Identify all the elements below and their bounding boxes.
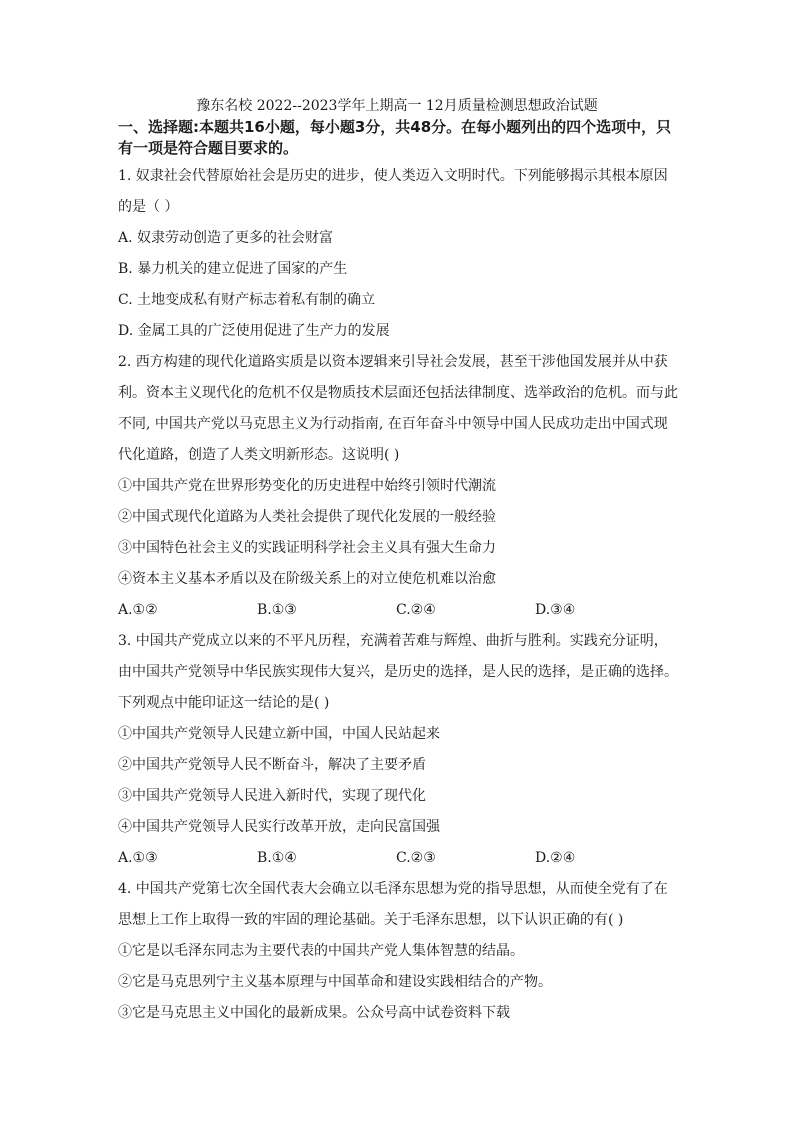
q2-option-d: D.③④ (535, 602, 576, 618)
q3-option-b: B.①④ (257, 850, 297, 866)
q3-statement-3: ③中国共产党领导人民进入新时代，实现了现代化 (118, 788, 426, 804)
q3-stem-line-1: 3. 中国共产党成立以来的不平凡历程，充满着苦难与辉煌、曲折与胜利。实践充分证明， (118, 633, 668, 649)
q3-option-a: A.①③ (118, 850, 158, 866)
q1-option-a: A. 奴隶劳动创造了更多的社会财富 (118, 230, 334, 246)
q2-statement-3: ③中国特色社会主义的实践证明科学社会主义具有强大生命力 (118, 540, 496, 556)
q2-stem-line-1: 2. 西方构建的现代化道路实质是以资本逻辑来引导社会发展，甚至干涉他国发展并从中获 (118, 354, 668, 370)
q3-statement-2: ②中国共产党领导人民不断奋斗，解决了主要矛盾 (118, 757, 426, 773)
q3-stem-line-2: 由中国共产党领导中华民族实现伟大复兴，是历史的选择，是人民的选择，是正确的选择。 (118, 664, 678, 680)
q2-statement-1: ①中国共产党在世界形势变化的历史进程中始终引领时代潮流 (118, 478, 496, 494)
q1-stem-line-2: 的是（ ） (118, 199, 179, 215)
section-heading: 一、选择题:本题共16小题，每小题3分，共48分。在每小题列出的四个选项中，只有一项是符合题目要求的。 (118, 118, 672, 157)
exam-title: 豫东名校 2022--2023学年上期高一 12月质量检测思想政治试题 (196, 98, 598, 114)
q3-statement-4: ④中国共产党领导人民实行改革开放，走向民富国强 (118, 819, 440, 835)
q3-stem-line-3: 下列观点中能印证这一结论的是( ) (118, 695, 330, 711)
q2-stem-line-4: 代化道路，创造了人类文明新形态。这说明( ) (118, 447, 400, 463)
q2-option-a: A.①② (118, 602, 158, 618)
q4-stem-line-1: 4. 中国共产党第七次全国代表大会确立以毛泽东思想为党的指导思想，从而使全党有了在 (118, 881, 668, 897)
q1-stem-line-1: 1. 奴隶社会代替原始社会是历史的进步，使人类迈入文明时代。下列能够揭示其根本原因 (118, 168, 668, 184)
q3-option-d: D.②④ (535, 850, 576, 866)
q1-option-b: B. 暴力机关的建立促进了国家的产生 (118, 261, 348, 277)
q3-option-c: C.②③ (396, 850, 436, 866)
q3-statement-1: ①中国共产党领导人民建立新中国，中国人民站起来 (118, 726, 440, 742)
q2-statement-2: ②中国式现代化道路为人类社会提供了现代化发展的一般经验 (118, 509, 496, 525)
q1-option-c: C. 土地变成私有财产标志着私有制的确立 (118, 292, 376, 308)
q2-option-c: C.②④ (396, 602, 436, 618)
q2-stem-line-2: 利。资本主义现代化的危机不仅是物质技术层面还包括法律制度、选举政治的危机。而与此 (118, 385, 678, 401)
q2-option-b: B.①③ (257, 602, 297, 618)
q4-statement-3: ③它是马克思主义中国化的最新成果。公众号高中试卷资料下载 (118, 1005, 510, 1021)
q4-stem-line-2: 思想上工作上取得一致的牢固的理论基础。关于毛泽东思想，以下认识正确的有( ) (118, 912, 624, 928)
q2-statement-4: ④资本主义基本矛盾以及在阶级关系上的对立使危机难以治愈 (118, 571, 496, 587)
q1-option-d: D. 金属工具的广泛使用促进了生产力的发展 (118, 323, 390, 339)
q4-statement-1: ①它是以毛泽东同志为主要代表的中国共产党人集体智慧的结晶。 (118, 943, 524, 959)
q4-statement-2: ②它是马克思列宁主义基本原理与中国革命和建设实践相结合的产物。 (118, 974, 552, 990)
q2-stem-line-3: 不同, 中国共产党以马克思主义为行动指南, 在百年奋斗中领导中国人民成功走出中国式现 (118, 416, 668, 432)
